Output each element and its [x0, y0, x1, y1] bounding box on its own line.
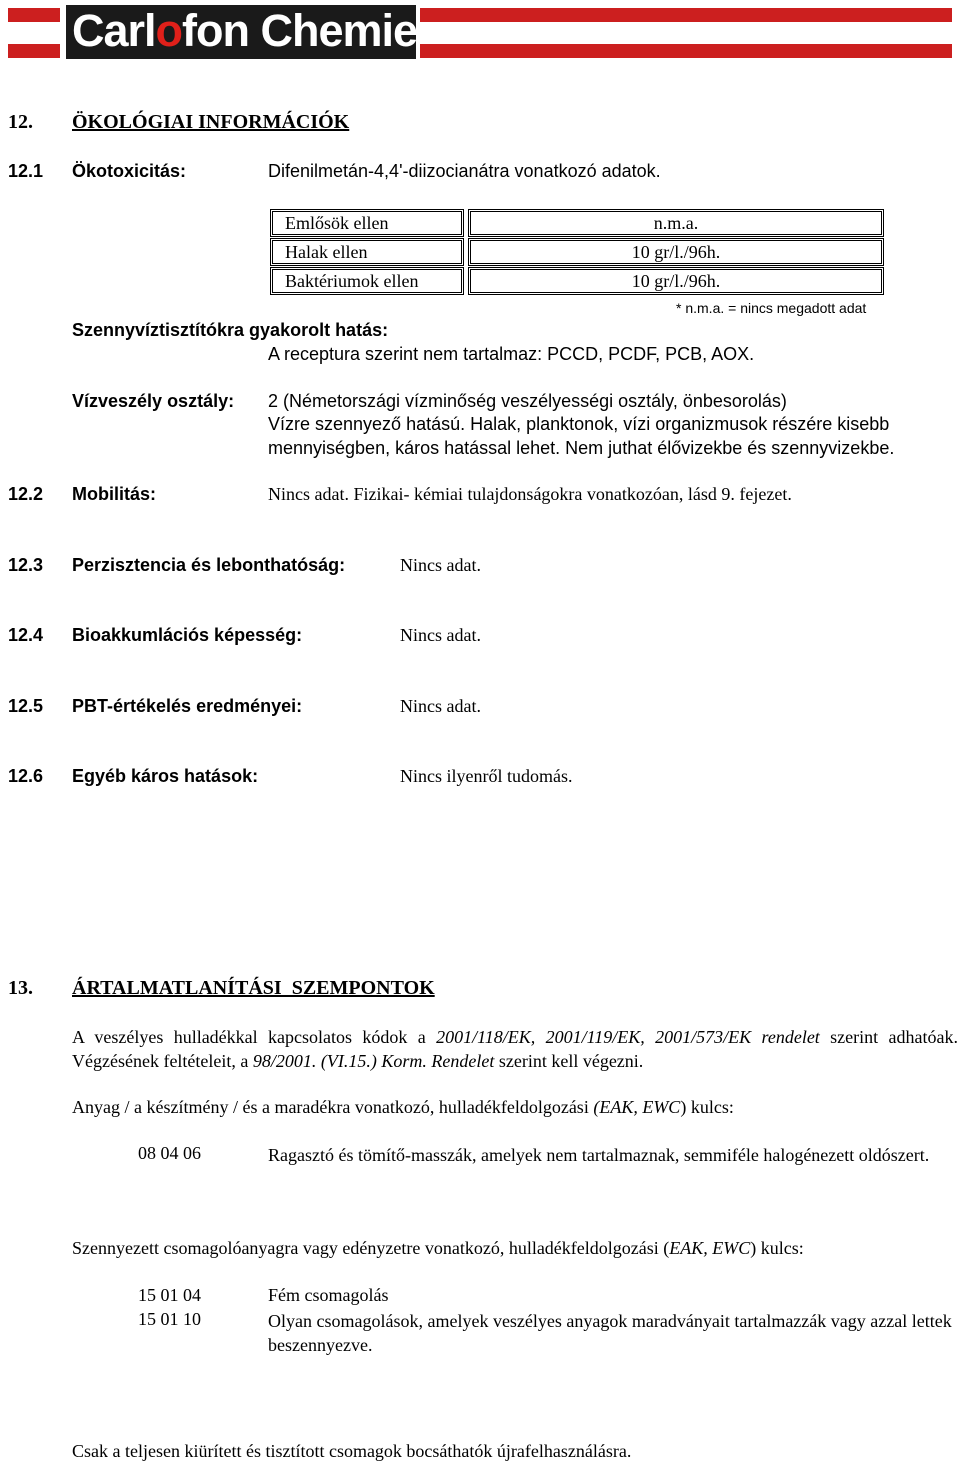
product-key-heading	[72, 1097, 734, 1118]
product-waste-desc: Ragasztó és tömítő-masszák, amelyek nem tartalmaznak, semmiféle halogénezett oldószert.	[268, 1145, 930, 1165]
water-hazard-line-1: 2 (Németországi vízminőség veszélyességi osztály, önbesorolás)	[268, 391, 787, 411]
product-key-text-1: Anyag / a készítmény / és a maradékra vonatkozó, hulladékfeldolgozási	[72, 1097, 594, 1117]
tox-table-label-1: Halak ellen	[272, 240, 462, 264]
tox-table-value-1: 10 gr/l./96h.	[470, 240, 882, 264]
section-12-3-number: 12.3	[8, 555, 44, 575]
intro-text-1: A veszélyes hulladékkal kapcsolatos kódok a	[72, 1027, 437, 1047]
wastewater-label: Szennyvíztisztítókra gyakorolt hatás:	[72, 320, 389, 340]
intro-regulation: 2001/118/EK, 2001/119/EK, 2001/573/EK rendelet	[436, 1027, 820, 1047]
tox-table-label-0: Emlősök ellen	[272, 211, 462, 235]
intro-text-3: szerint kell végezni.	[494, 1051, 644, 1071]
logo-bar-bottom-left	[8, 44, 60, 58]
packaging-key-heading	[72, 1238, 804, 1259]
section-12-number: 12.	[8, 111, 33, 133]
section-12-1-text: Difenilmetán-4,4'-diizocianátra vonatkozó adatok.	[268, 161, 661, 181]
logo-bar-top-right	[420, 8, 952, 22]
logo-text: Carlofon Chemie	[72, 5, 418, 56]
section-12-1-label: Ökotoxicitás:	[72, 161, 187, 181]
logo-bar-bottom-right	[420, 44, 952, 58]
water-hazard-line-3: mennyiségben, káros hatással lehet. Nem juthat élővizekbe és szennyvizekbe.	[268, 438, 895, 458]
section-12-3-label: Perzisztencia és lebonthatóság:	[72, 555, 346, 575]
packaging-code-1: 15 01 10	[138, 1309, 201, 1329]
section-12-1-number: 12.1	[8, 161, 44, 181]
section-12-3-text: Nincs adat.	[400, 555, 481, 575]
intro-decree: 98/2001. (VI.15.) Korm. Rendelet	[252, 1051, 495, 1071]
company-logo	[0, 0, 960, 62]
table-footnote: * n.m.a. = nincs megadott adat	[676, 300, 867, 316]
section-12-6-label: Egyéb káros hatások:	[72, 766, 259, 786]
section-12-2-text: Nincs adat. Fizikai- kémiai tulajdonságokra vonatkozóan, lásd 9. fejezet.	[268, 484, 792, 504]
section-12-5-number: 12.5	[8, 696, 44, 716]
wastewater-text: A receptura szerint nem tartalmaz: PCCD, PCDF, PCB, AOX.	[268, 344, 755, 364]
packaging-key-text-2: ) kulcs:	[750, 1238, 804, 1258]
tox-table-label-2: Baktériumok ellen	[272, 269, 462, 293]
tox-table-value-2: 10 gr/l./96h.	[470, 269, 882, 293]
product-key-text-2: ) kulcs:	[680, 1097, 734, 1117]
product-key-codes: (EAK, EWC	[593, 1097, 681, 1117]
section-12-6-number: 12.6	[8, 766, 44, 786]
section-13-title: ÁRTALMATLANÍTÁSI SZEMPONTOK	[72, 977, 435, 999]
closing-note: Csak a teljesen kiürített és tisztított csomagok bocsáthatók újrafelhasználásra.	[72, 1441, 632, 1461]
section-13-intro	[72, 1025, 958, 1073]
product-waste-code: 08 04 06	[138, 1143, 201, 1163]
section-12-5-text: Nincs adat.	[400, 696, 481, 716]
tox-table-value-0: n.m.a.	[470, 211, 882, 235]
water-hazard-line-2: Vízre szennyező hatású. Halak, planktonok, vízi organizmusok részére kisebb	[268, 414, 890, 434]
section-12-title: ÖKOLÓGIAI INFORMÁCIÓK	[72, 111, 350, 133]
packaging-key-codes: EAK, EWC	[669, 1238, 751, 1258]
section-12-6-text: Nincs ilyenről tudomás.	[400, 766, 573, 786]
section-13-number: 13.	[8, 977, 33, 999]
packaging-desc-0: Fém csomagolás	[268, 1285, 389, 1305]
water-hazard-label: Vízveszély osztály:	[72, 391, 235, 411]
section-12-4-number: 12.4	[8, 625, 44, 645]
section-12-2-label: Mobilitás:	[72, 484, 156, 504]
packaging-desc-1: Olyan csomagolások, amelyek veszélyes anyagok maradványait tartalmazzák vagy azzal lettek beszennyezve.	[268, 1311, 952, 1355]
packaging-key-text-1: Szennyezett csomagolóanyagra vagy edényzetre vonatkozó, hulladékfeldolgozási (	[72, 1238, 670, 1258]
section-12-2-number: 12.2	[8, 484, 44, 504]
section-12-5-label: PBT-értékelés eredményei:	[72, 696, 303, 716]
logo-bar-top-left	[8, 8, 60, 22]
section-12-4-text: Nincs adat.	[400, 625, 481, 645]
intro-text-2: szerint adhatóak. Végzésének feltételeit, a	[72, 1027, 958, 1071]
section-12-4-label: Bioakkumlációs képesség:	[72, 625, 303, 645]
packaging-code-0: 15 01 04	[138, 1285, 201, 1305]
